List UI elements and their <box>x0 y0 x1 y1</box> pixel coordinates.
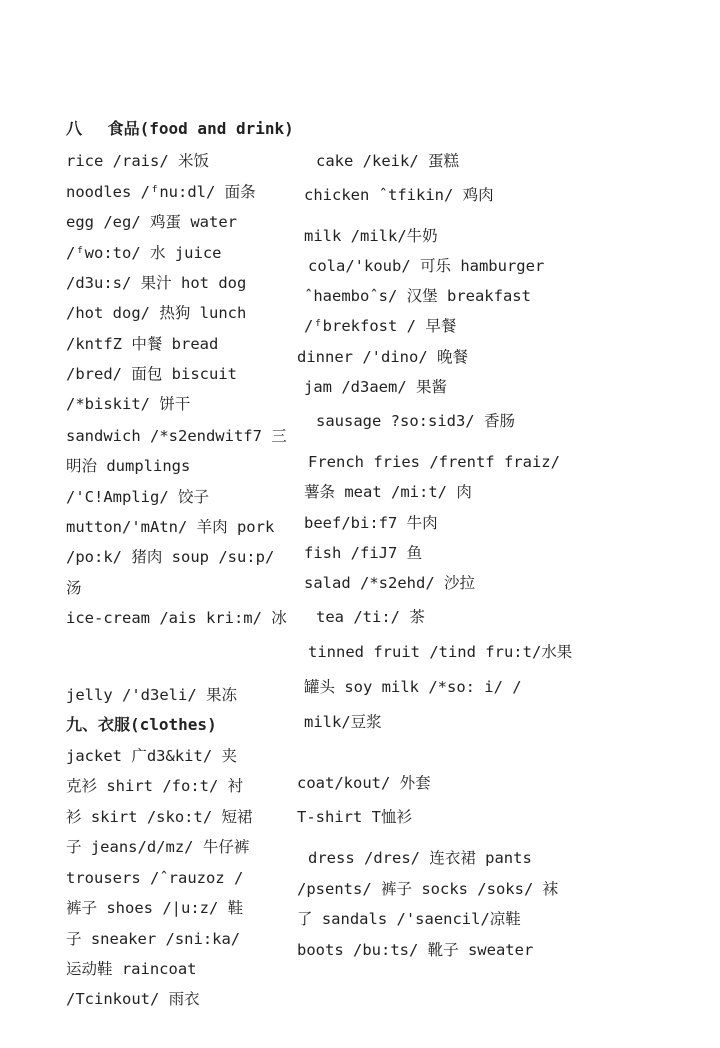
vocab-line: 子 jeans/d/mz/ 牛仔裤 <box>66 838 250 856</box>
vocab-line: /psents/ 裤子 socks /soks/ 袜 <box>297 880 559 898</box>
vocab-line: milk/豆浆 <box>304 713 382 731</box>
vocab-line: cola/'koub/ 可乐 hamburger <box>308 257 545 275</box>
vocab-line: /'C!Amplig/ 饺子 <box>66 488 209 506</box>
vocab-line: /d3u:s/ 果汁 hot dog <box>66 274 247 292</box>
vocab-line: dinner /'dino/ 晚餐 <box>297 348 468 366</box>
vocab-line: sandwich /*s2endwitf7 三 <box>66 427 287 445</box>
vocab-line: egg /eg/ 鸡蛋 water <box>66 213 237 231</box>
vocab-line: cake /keik/ 蛋糕 <box>316 152 459 170</box>
vocab-line: T-shirt T恤衫 <box>297 808 412 826</box>
section-heading-food: 八 食品(food and drink) <box>66 119 294 138</box>
vocab-line: 克衫 shirt /fo:t/ 衬 <box>66 777 244 795</box>
vocab-line: fish /fiJ7 鱼 <box>304 544 423 562</box>
vocab-line: boots /bu:ts/ 靴子 sweater <box>297 941 534 959</box>
vocab-line: 运动鞋 raincoat <box>66 960 197 978</box>
vocab-line: jelly /'d3eli/ 果冻 <box>66 686 237 704</box>
vocab-line: coat/kout/ 外套 <box>297 774 431 792</box>
vocab-line: mutton/'mAtn/ 羊肉 pork <box>66 518 275 536</box>
vocab-line: /kntfZ 中餐 bread <box>66 335 219 353</box>
vocab-line: ˆhaemboˆs/ 汉堡 breakfast <box>304 287 531 305</box>
vocab-line: /*biskit/ 饼干 <box>66 395 191 413</box>
vocab-line: 了 sandals /'saencil/凉鞋 <box>297 910 521 928</box>
vocab-line: 薯条 meat /mi:t/ 肉 <box>304 483 472 501</box>
vocab-line: tea /ti:/ 茶 <box>316 608 425 626</box>
vocab-line: French fries /frentf fraiz/ <box>308 453 560 471</box>
vocab-line: sausage ?so:sid3/ 香肠 <box>316 412 515 430</box>
vocab-line: /hot dog/ 热狗 lunch <box>66 304 247 322</box>
vocab-line: jam /d3aem/ 果酱 <box>304 378 447 396</box>
section-heading-clothes: 九、衣服(clothes) <box>66 715 217 734</box>
vocab-line: tinned fruit /tind fru:t/水果 <box>308 643 573 661</box>
vocab-line: 衫 skirt /sko:t/ 短裙 <box>66 808 253 826</box>
vocab-line: 裤子 shoes /|u:z/ 鞋 <box>66 899 244 917</box>
vocab-line: dress /dres/ 连衣裙 pants <box>308 849 532 867</box>
vocab-line: noodles /ᶠnu:dl/ 面条 <box>66 183 256 201</box>
vocab-line: salad /*s2ehd/ 沙拉 <box>304 574 475 592</box>
vocab-line: milk /milk/牛奶 <box>304 227 438 245</box>
vocab-line: trousers /ˆrauzoz / <box>66 869 244 887</box>
vocab-line: rice /rais/ 米饭 <box>66 152 209 170</box>
vocab-line: 明治 dumplings <box>66 457 191 475</box>
vocab-line: 罐头 soy milk /*so: i/ / <box>304 678 522 696</box>
vocab-line: /ᶠwo:to/ 水 juice <box>66 244 222 262</box>
vocab-line: ice-cream /ais kri:m/ 冰 <box>66 609 287 627</box>
vocab-line: chicken ˆtfikin/ 鸡肉 <box>304 186 494 204</box>
vocab-line: /po:k/ 猪肉 soup /su:p/ <box>66 548 275 566</box>
vocab-line: beef/bi:f7 牛肉 <box>304 514 438 532</box>
vocab-line: /Tcinkout/ 雨衣 <box>66 990 200 1008</box>
vocab-line: 子 sneaker /sni:ka/ <box>66 930 241 948</box>
vocab-line: /ᶠbrekfost / 早餐 <box>304 317 457 335</box>
vocab-line: /bred/ 面包 biscuit <box>66 365 237 383</box>
vocab-line: 汤 <box>66 579 82 597</box>
vocab-line: jacket 广d3&kit/ 夹 <box>66 747 237 765</box>
